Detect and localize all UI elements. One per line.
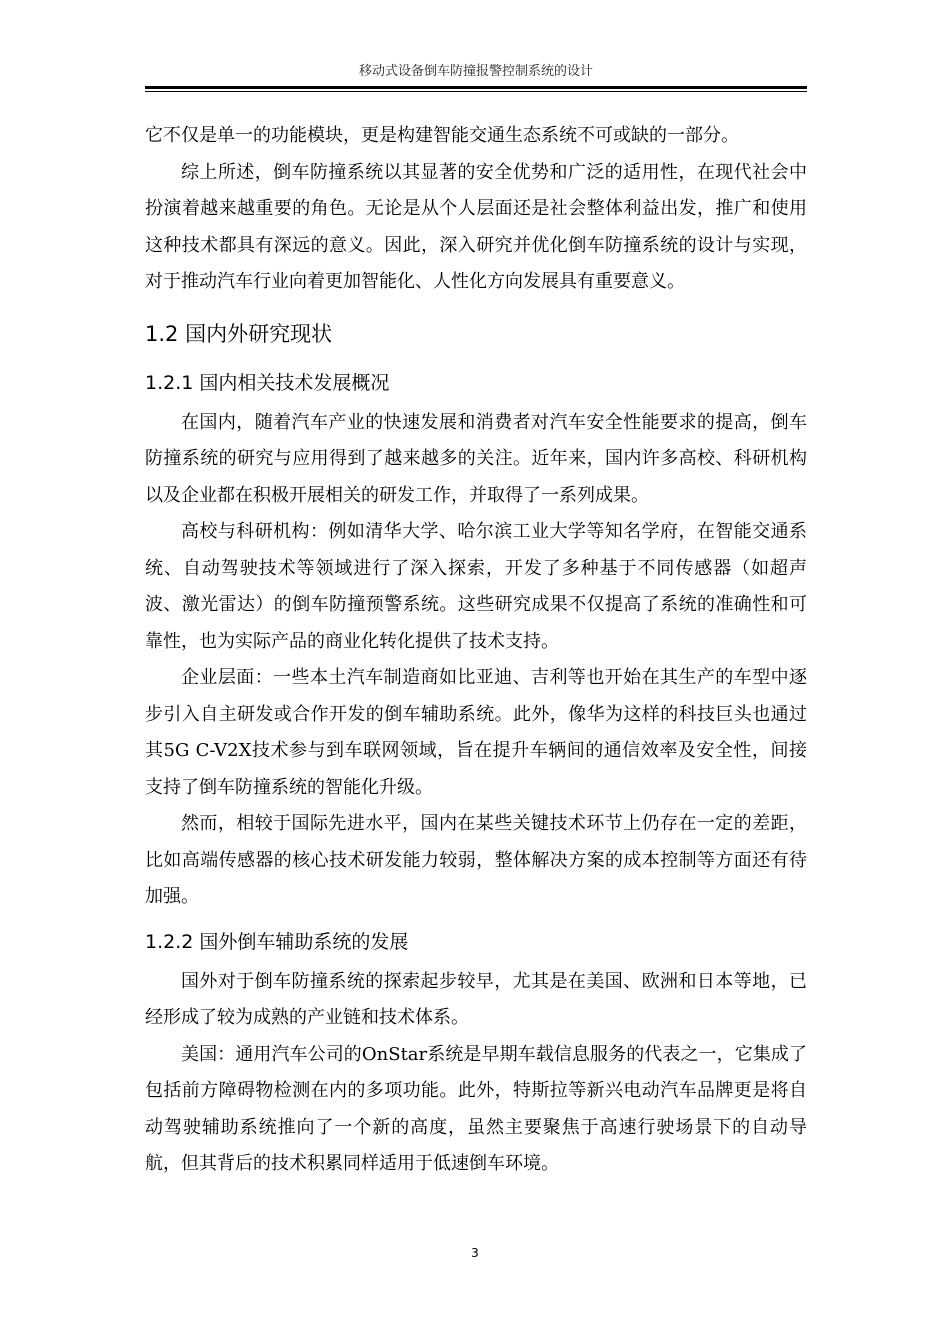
paragraph: 在国内，随着汽车产业的快速发展和消费者对汽车安全性能要求的提高，倒车防撞系统的研究与应用得到了越来越多的关注。近年来，国内许多高校、科研机构以及企业都在积极开展相关的研发工作，并取得了一系列成果。 xyxy=(145,411,807,506)
page-body xyxy=(145,118,807,1183)
paragraph: 高校与科研机构：例如清华大学、哈尔滨工业大学等知名学府，在智能交通系统、自动驾驶技术等领域进行了深入探索，开发了多种基于不同传感器（如超声波、激光雷达）的倒车防撞预警系统。这些研究成果不仅提高了系统的准确性和可靠性，也为实际产品的商业化转化提供了技术支持。 xyxy=(145,521,807,652)
paragraph: 它不仅是单一的功能模块，更是构建智能交通生态系统不可或缺的一部分。 xyxy=(145,125,739,146)
running-header: 移动式设备倒车防撞报警控制系统的设计 xyxy=(358,64,593,79)
paragraph: 然而，相较于国际先进水平，国内在某些关键技术环节上仍存在一定的差距，比如高端传感器的核心技术研发能力较弱，整体解决方案的成本控制等方面还有待加强。 xyxy=(145,813,807,907)
paragraph: 企业层面：一些本土汽车制造商如比亚迪、吉利等也开始在其生产的车型中逐步引入自主研发或合作开发的倒车辅助系统。此外，像华为这样的科技巨头也通过其5G C-V2X技术参与到车联网领域，旨在提升车辆间的通信效率及安全性，间接支持了倒车防撞系统的智能化升级。 xyxy=(145,667,807,798)
subsection-heading-1-2-1: 1.2.1 国内相关技术发展概况 xyxy=(145,371,390,394)
header-rule-thick xyxy=(145,86,807,89)
header-rule-thin xyxy=(145,91,807,92)
section-heading-1-2: 1.2 国内外研究现状 xyxy=(145,321,333,346)
page-number: 3 xyxy=(471,1246,479,1260)
paragraph: 综上所述，倒车防撞系统以其显著的安全优势和广泛的适用性，在现代社会中扮演着越来越重要的角色。无论是从个人层面还是社会整体利益出发，推广和使用这种技术都具有深远的意义。因此，深入研究并优化倒车防撞系统的设计与实现，对于推动汽车行业向着更加智能化、人性化方向发展具有重要意义。 xyxy=(145,161,807,292)
subsection-heading-1-2-2: 1.2.2 国外倒车辅助系统的发展 xyxy=(145,930,409,953)
paragraph: 美国：通用汽车公司的OnStar系统是早期车载信息服务的代表之一，它集成了包括前方障碍物检测在内的多项功能。此外，特斯拉等新兴电动汽车品牌更是将自动驾驶辅助系统推向了一个新的高度，虽然主要聚焦于高速行驶场景下的自动导航，但其背后的技术积累同样适用于低速倒车环境。 xyxy=(145,1043,807,1174)
paragraph: 国外对于倒车防撞系统的探索起步较早，尤其是在美国、欧洲和日本等地，已经形成了较为成熟的产业链和技术体系。 xyxy=(145,970,807,1028)
